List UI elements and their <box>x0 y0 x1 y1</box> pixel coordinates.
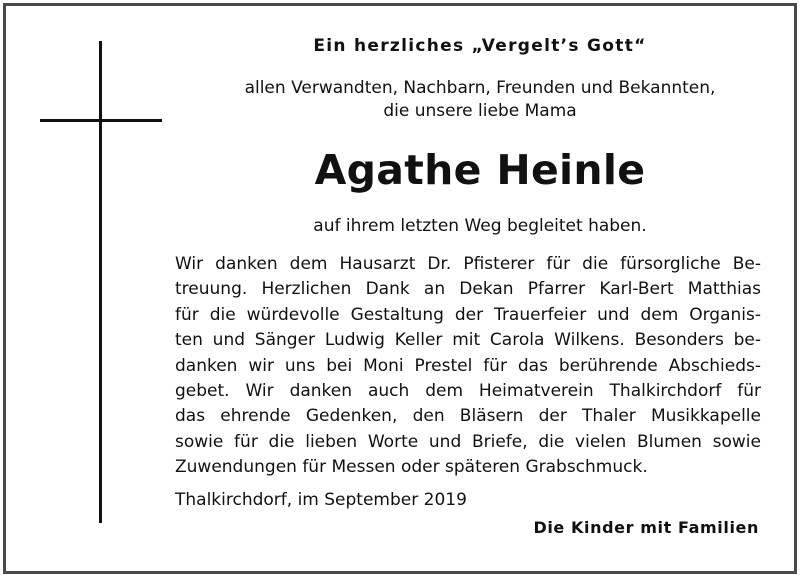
address-line: allen Verwandten, Nachbarn, Freunden und Bekannten, <box>244 78 716 98</box>
address-line: die unsere liebe Mama <box>383 101 577 121</box>
notice-heading: Ein herzliches „Vergelt’s Gott“ <box>313 36 647 56</box>
paragraph-line: für die würdevolle Gestaltung der Trauerfeier und dem Organis- <box>175 304 761 325</box>
paragraph-line: danken wir uns bei Moni Prestel für das berührende Abschieds- <box>175 355 761 376</box>
deceased-name: Agathe Heinle <box>314 146 646 194</box>
paragraph-line: ten und Sänger Ludwig Keller mit Carola Wilkens. Besonders be- <box>175 330 761 351</box>
accompanied-line: auf ihrem letzten Weg begleitet haben. <box>313 216 647 236</box>
place-date: Thalkirchdorf, im September 2019 <box>175 490 467 510</box>
paragraph-line: gebet. Wir danken auch dem Heimatverein Thalkirchdorf für <box>175 381 761 402</box>
paragraph-line: treuung. Herzlichen Dank an Dekan Pfarrer Karl-Bert Matthias <box>175 279 761 300</box>
thanks-paragraph <box>175 252 761 481</box>
signature: Die Kinder mit Familien <box>533 518 759 537</box>
paragraph-line: sowie für die lieben Worte und Briefe, die vielen Blumen sowie <box>175 431 761 452</box>
paragraph-line: das ehrende Gedenken, den Bläsern der Thaler Musikkapelle <box>175 406 761 427</box>
cross-horizontal-bar <box>40 119 162 122</box>
cross-vertical-bar <box>99 41 102 523</box>
address-block <box>200 77 760 123</box>
paragraph-line: Wir danken dem Hausarzt Dr. Pfisterer für die fürsorgliche Be- <box>175 254 761 274</box>
paragraph-line: Zuwendungen für Messen oder späteren Grabschmuck. <box>175 457 648 478</box>
